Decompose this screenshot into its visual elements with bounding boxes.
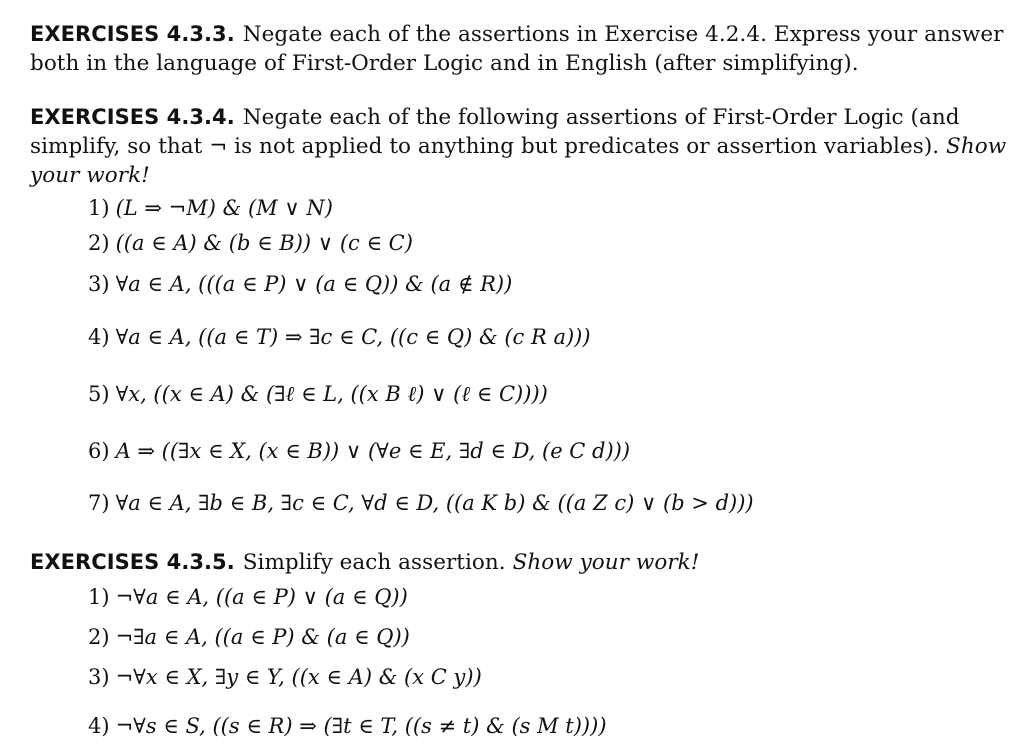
formula: ¬∀s ∈ S, ((s ∈ R) ⇒ (∃t ∈ T, ((s ≠ t) & (s M t))))	[115, 713, 607, 738]
exercise-emphasis: Show your work!	[512, 550, 700, 575]
list-item	[88, 308, 1015, 365]
exercise-label: EXERCISES 4.3.5.	[30, 550, 235, 574]
exercise-page	[30, 20, 1015, 754]
exercise-text: Simplify each assertion.	[242, 550, 506, 575]
exercise-intro	[30, 548, 1015, 577]
item-number: 4)	[88, 713, 110, 738]
item-number: 7)	[88, 491, 110, 515]
exercise-text: Negate each of the following assertions of First-Order Logic (and simplify, so that ¬ is not applied to anything but predicates or assertion variables).	[30, 105, 960, 159]
item-number: 6)	[88, 438, 110, 463]
formula: A ⇒ ((∃x ∈ X, (x ∈ B)) ∨ (∀e ∈ E, ∃d ∈ D, (e C d)))	[115, 438, 631, 463]
list-item	[88, 657, 1015, 697]
formula: ((a ∈ A) & (b ∈ B)) ∨ (c ∈ C)	[115, 230, 413, 255]
exercise-intro	[30, 20, 1015, 78]
list-item	[88, 617, 1015, 657]
list-item	[88, 479, 1015, 527]
list-item	[88, 190, 1015, 225]
exercise-4-3-5	[30, 548, 1015, 754]
assertion-list	[30, 190, 1015, 527]
formula: ¬∃a ∈ A, ((a ∈ P) & (a ∈ Q))	[115, 625, 410, 649]
list-item	[88, 225, 1015, 260]
formula: (L ⇒ ¬M) & (M ∨ N)	[115, 195, 333, 220]
formula: ¬∀a ∈ A, ((a ∈ P) ∨ (a ∈ Q))	[115, 585, 408, 609]
list-item	[88, 697, 1015, 754]
item-number: 5)	[88, 381, 110, 406]
formula: ∀a ∈ A, ∃b ∈ B, ∃c ∈ C, ∀d ∈ D, ((a K b) & ((a Z c) ∨ (b > d)))	[115, 491, 754, 515]
item-number: 4)	[88, 324, 110, 349]
item-number: 3)	[88, 665, 110, 689]
list-item	[88, 260, 1015, 308]
formula: ∀a ∈ A, ((a ∈ T) ⇒ ∃c ∈ C, ((c ∈ Q) & (c R a)))	[115, 324, 591, 349]
list-item	[88, 422, 1015, 479]
exercise-text: Negate each of the assertions in Exercise 4.2.4. Express your answer both in the language of First-Order Logic and in English (after simplifying).	[30, 22, 1004, 76]
item-number: 2)	[88, 230, 110, 255]
exercise-label: EXERCISES 4.3.3.	[30, 22, 235, 46]
item-number: 1)	[88, 585, 110, 609]
formula: ¬∀x ∈ X, ∃y ∈ Y, ((x ∈ A) & (x C y))	[115, 665, 482, 689]
assertion-list	[30, 577, 1015, 754]
formula: ∀x, ((x ∈ A) & (∃ℓ ∈ L, ((x B ℓ) ∨ (ℓ ∈ C))))	[115, 381, 548, 406]
list-item	[88, 365, 1015, 422]
item-number: 1)	[88, 195, 110, 220]
exercise-intro	[30, 103, 1015, 190]
exercise-label: EXERCISES 4.3.4.	[30, 105, 235, 129]
list-item	[88, 577, 1015, 617]
exercise-4-3-4	[30, 103, 1015, 527]
item-number: 2)	[88, 625, 110, 649]
item-number: 3)	[88, 272, 110, 296]
formula: ∀a ∈ A, (((a ∈ P) ∨ (a ∈ Q)) & (a ∉ R))	[115, 272, 513, 296]
exercise-4-3-3	[30, 20, 1015, 78]
exercise-emphasis: Show your work!	[30, 134, 1007, 188]
